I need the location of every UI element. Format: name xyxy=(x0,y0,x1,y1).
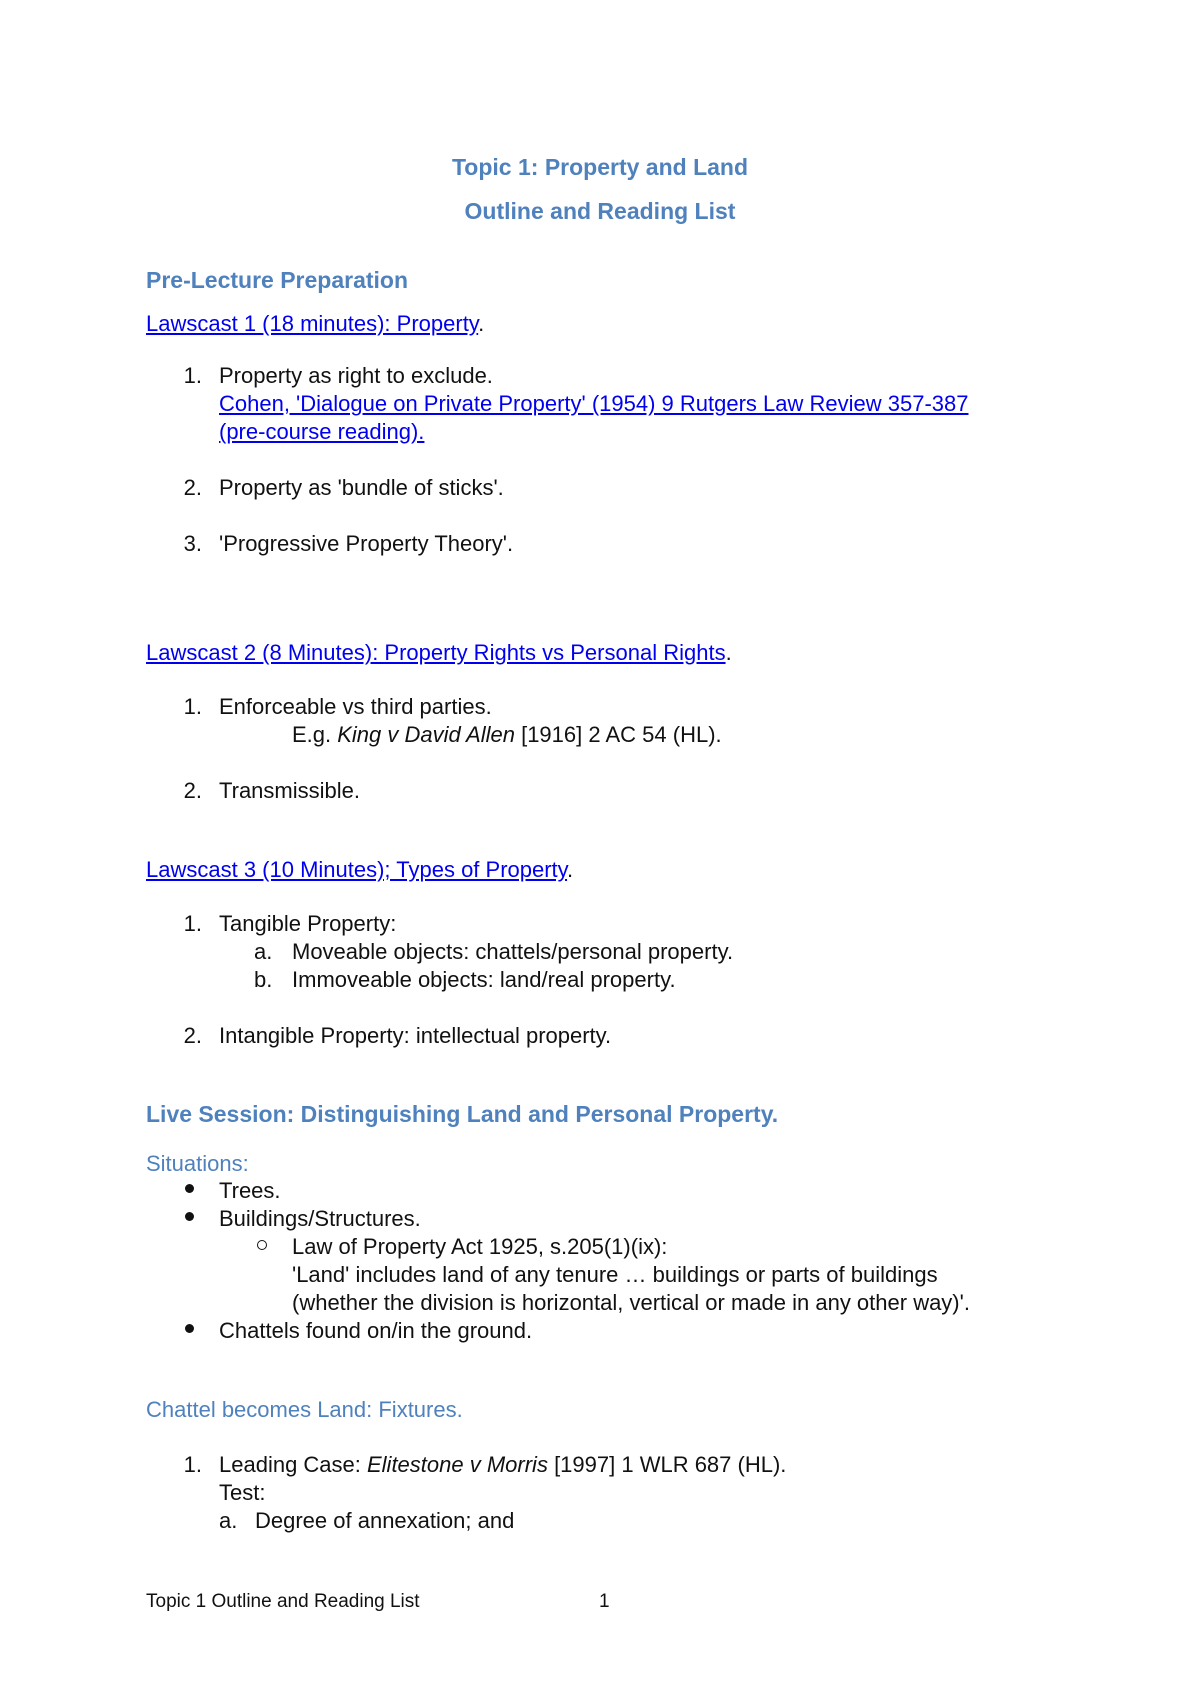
statute-quote-line: 'Land' includes land of any tenure … buildings or parts of buildings xyxy=(292,1262,938,1287)
list-item-text: Intangible Property: intellectual property. xyxy=(219,1023,612,1048)
case-name: King v David Allen xyxy=(337,722,515,747)
bullet-item-text: Trees. xyxy=(219,1178,281,1203)
section-heading-pre-lecture: Pre-Lecture Preparation xyxy=(146,267,409,293)
list-number: 1. xyxy=(183,911,202,936)
lawscast-1-link[interactable]: Lawscast 1 (18 minutes): Property xyxy=(146,311,479,336)
section-heading-live-session: Live Session: Distinguishing Land and Personal Property. xyxy=(146,1101,779,1127)
example-case-line: E.g. King v David Allen [1916] 2 AC 54 (HL). xyxy=(292,722,722,747)
situations-label: Situations: xyxy=(146,1151,249,1176)
list-number: 2. xyxy=(183,778,202,803)
lawscast-2-line: Lawscast 2 (8 Minutes): Property Rights vs Personal Rights. xyxy=(146,640,732,665)
footer-text: Topic 1 Outline and Reading List xyxy=(146,1591,420,1612)
list-number: 3. xyxy=(183,531,202,556)
bullet-icon xyxy=(185,1184,194,1193)
lawscast-1-line: Lawscast 1 (18 minutes): Property. xyxy=(146,311,485,336)
sub-list-letter: b. xyxy=(254,967,273,992)
document-subtitle: Outline and Reading List xyxy=(464,198,736,224)
cohen-reading-link-continued[interactable]: (pre-course reading). xyxy=(219,419,425,444)
list-number: 1. xyxy=(183,363,202,388)
statute-quote-line: (whether the division is horizontal, vertical or made in any other way)'. xyxy=(292,1290,970,1315)
bullet-icon xyxy=(185,1212,194,1221)
list-number: 1. xyxy=(183,1452,202,1477)
list-item-text: 'Progressive Property Theory'. xyxy=(219,531,514,556)
list-item-text: Property as right to exclude. xyxy=(219,363,493,388)
sub-list-item-text: Degree of annexation; and xyxy=(255,1508,515,1533)
cohen-reading-link[interactable]: Cohen, 'Dialogue on Private Property' (1954) 9 Rutgers Law Review 357-387 xyxy=(219,391,969,416)
bullet-item-text: Chattels found on/in the ground. xyxy=(219,1318,533,1343)
list-item-text: Tangible Property: xyxy=(219,911,397,936)
lawscast-3-line: Lawscast 3 (10 Minutes); Types of Property. xyxy=(146,857,574,882)
lawscast-2-link[interactable]: Lawscast 2 (8 Minutes): Property Rights vs Personal Rights xyxy=(146,640,726,665)
bullet-item-text: Buildings/Structures. xyxy=(219,1206,421,1231)
test-label: Test: xyxy=(219,1480,266,1505)
list-item-text: Property as 'bundle of sticks'. xyxy=(219,475,504,500)
hollow-bullet-icon xyxy=(257,1240,267,1250)
list-number: 1. xyxy=(183,694,202,719)
sub-list-item-text: Immoveable objects: land/real property. xyxy=(292,967,676,992)
list-item-text: Enforceable vs third parties. xyxy=(219,694,492,719)
fixtures-heading: Chattel becomes Land: Fixtures. xyxy=(146,1397,463,1422)
leading-case-line: Leading Case: Elitestone v Morris [1997] 1 WLR 687 (HL). xyxy=(219,1452,787,1477)
statute-reference: Law of Property Act 1925, s.205(1)(ix): xyxy=(292,1234,668,1259)
sub-list-letter: a. xyxy=(219,1508,238,1533)
sub-list-item-text: Moveable objects: chattels/personal property. xyxy=(292,939,734,964)
bullet-icon xyxy=(185,1324,194,1333)
document-title: Topic 1: Property and Land xyxy=(451,154,749,180)
list-number: 2. xyxy=(183,1023,202,1048)
sub-list-letter: a. xyxy=(254,939,273,964)
case-name: Elitestone v Morris xyxy=(367,1452,548,1477)
list-item-text: Transmissible. xyxy=(219,778,360,803)
page-number: 1 xyxy=(599,1591,610,1612)
lawscast-3-link[interactable]: Lawscast 3 (10 Minutes); Types of Property xyxy=(146,857,568,882)
list-number: 2. xyxy=(183,475,202,500)
